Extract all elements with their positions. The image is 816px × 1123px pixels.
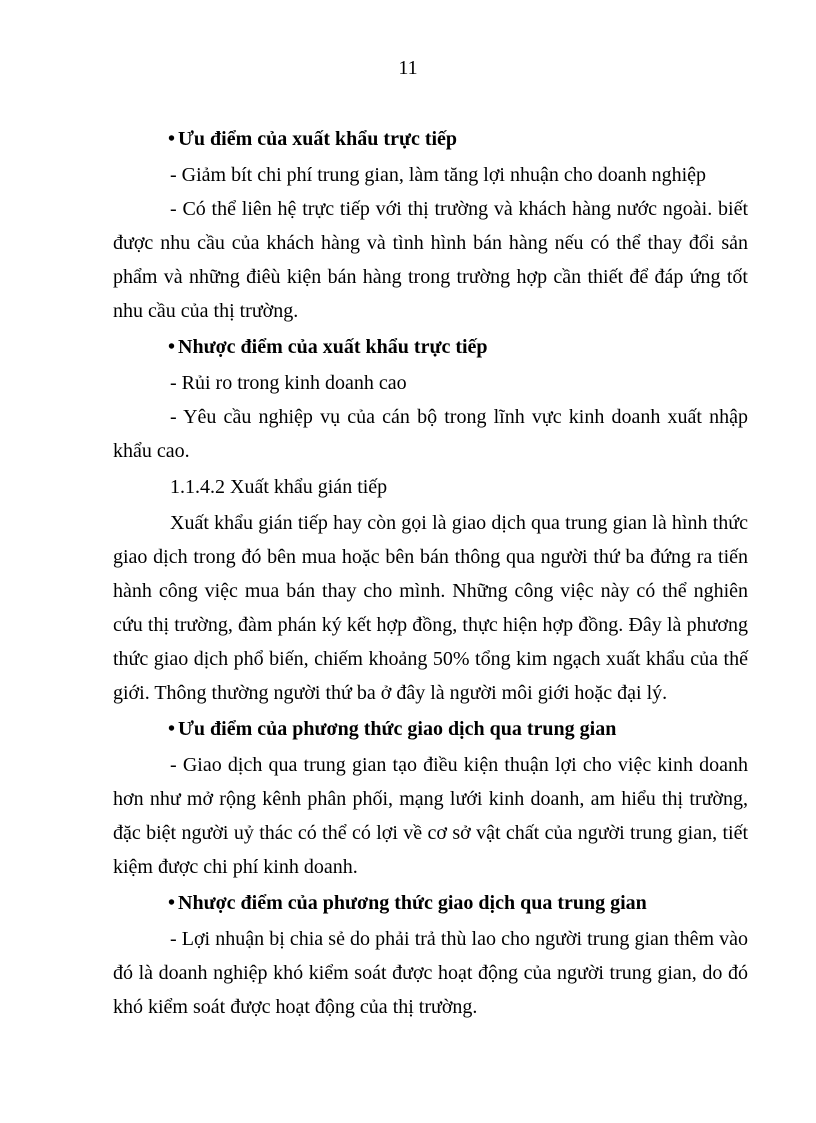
paragraph: Xuất khẩu gián tiếp hay còn gọi là giao dịch qua trung gian là hình thức giao dịch trong đó bên mua hoặc bên bán thông qua người thứ ba đứng ra tiến hành công việc mua bán thay cho mình. Những công việc này có thể nghiên cứu thị trường, đàm phán ký kết hợp đồng, thực hiện hợp đồng. Đây là phương thức giao dịch phổ biến, chiếm khoảng 50% tổng kim ngạch xuất khẩu của thế giới. Thông thường người thứ ba ở đây là người môi giới hoặc đại lý.	[113, 512, 748, 704]
bullet-heading-disadvantages-intermediary	[113, 886, 748, 920]
bullet-heading-label: Ưu điểm của xuất khẩu trực tiếp	[178, 128, 458, 150]
bullet-icon: •	[168, 336, 176, 358]
paragraph: - Có thể liên hệ trực tiếp với thị trường và khách hàng nước ngoài. biết được nhu cầu của khách hàng và tình hình bán hàng nếu có thể thay đổi sản phẩm và những điêù kiện bán hàng trong trường hợp cần thiết để đáp ứng tốt nhu cầu của thị trường.	[113, 198, 748, 322]
bullet-icon: •	[168, 892, 176, 914]
section-heading: 1.1.4.2 Xuất khẩu gián tiếp	[170, 476, 388, 498]
page-number: 11	[398, 57, 418, 79]
bullet-heading-advantages-intermediary	[113, 712, 748, 746]
bullet-icon: •	[168, 128, 176, 150]
paragraph: - Yêu cầu nghiệp vụ của cán bộ trong lĩnh vực kinh doanh xuất nhập khẩu cao.	[113, 406, 748, 462]
document-body	[113, 122, 748, 1024]
bullet-heading-label: Nhược điểm của phương thức giao dịch qua trung gian	[178, 892, 647, 914]
bullet-heading-label: Ưu điểm của phương thức giao dịch qua trung gian	[178, 718, 617, 740]
paragraph: - Giảm bít chi phí trung gian, làm tăng lợi nhuận cho doanh nghiệp	[170, 164, 707, 186]
paragraph: - Giao dịch qua trung gian tạo điều kiện thuận lợi cho việc kinh doanh hơn như mở rộng kênh phân phối, mạng lưới kinh doanh, am hiểu thị trường, đặc biệt người uỷ thác có thể có lợi về cơ sở vật chất của người trung gian, tiết kiệm được chi phí kinh doanh.	[113, 754, 748, 878]
bullet-heading-advantages-direct-export	[113, 122, 748, 156]
paragraph: - Rủi ro trong kinh doanh cao	[170, 372, 407, 394]
bullet-heading-label: Nhược điểm của xuất khẩu trực tiếp	[178, 336, 488, 358]
bullet-heading-disadvantages-direct-export	[113, 330, 748, 364]
paragraph: - Lợi nhuận bị chia sẻ do phải trả thù lao cho người trung gian thêm vào đó là doanh nghiệp khó kiểm soát được hoạt động của người trung gian, do đó khó kiểm soát được hoạt động của thị trường.	[113, 928, 748, 1018]
bullet-icon: •	[168, 718, 176, 740]
